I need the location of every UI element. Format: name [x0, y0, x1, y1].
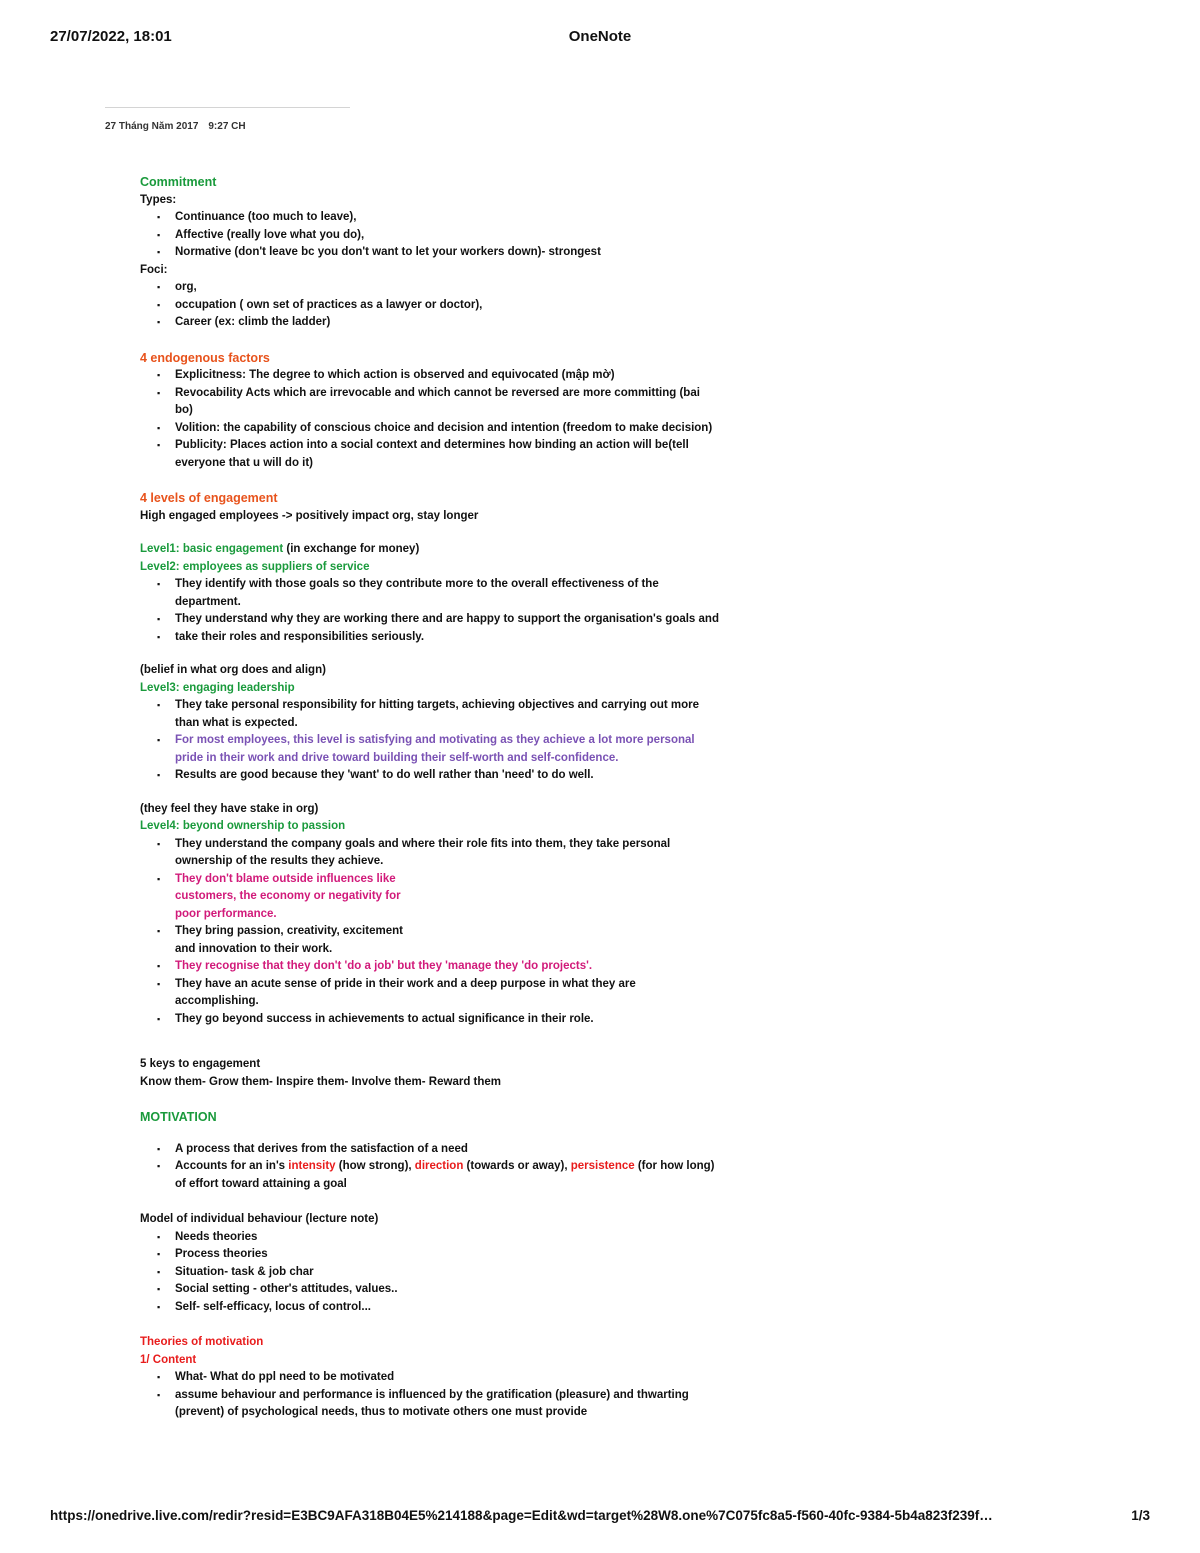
- theories-list: [140, 1369, 720, 1422]
- content-subtitle: 1/ Content: [140, 1353, 197, 1366]
- list-item: ▪ A process that derives from the satisfaction of a need: [175, 1141, 720, 1159]
- list-item: ▪ Accounts for an in's intensity (how strong), direction (towards or away), persistence (for how long) of effort toward attaining a goal: [175, 1158, 720, 1193]
- engagement-title: 4 levels of engagement: [140, 491, 278, 505]
- list-item: ▪ org,: [175, 279, 720, 297]
- level4-note: (they feel they have stake in org): [140, 802, 319, 815]
- types-list: [140, 209, 720, 262]
- intensity-term: intensity: [288, 1160, 336, 1172]
- foci-list: [140, 279, 720, 332]
- level2-title: Level2: employees as suppliers of service: [140, 560, 370, 573]
- list-item: ▪ assume behaviour and performance is influenced by the gratification (pleasure) and thwarting (prevent) of psychological needs, thus to motivate others one must provide: [175, 1387, 720, 1422]
- list-item: ▪ They understand the company goals and where their role fits into them, they take personal ownership of the results they achieve.: [175, 836, 720, 871]
- app-title: OneNote: [568, 28, 632, 45]
- direction-term: direction: [414, 1160, 464, 1172]
- note-timestamp: [105, 121, 246, 132]
- level1-note: (in exchange for money): [283, 543, 420, 555]
- list-item: ▪ Normative (don't leave bc you don't want to let your workers down)- strongest: [175, 244, 720, 262]
- list-item: ▪ Needs theories: [175, 1229, 720, 1247]
- list-item: ▪ Situation- task & job char: [175, 1264, 720, 1282]
- list-item: ▪ They don't blame outside influences like customers, the economy or negativity for poor performance.: [175, 871, 425, 924]
- list-item: ▪ Career (ex: climb the ladder): [175, 314, 720, 332]
- level3-list: [140, 697, 720, 785]
- model-list: [140, 1229, 720, 1317]
- print-datetime: 27/07/2022, 18:01: [50, 28, 172, 45]
- note-time: 9:27 CH: [208, 121, 246, 132]
- keys-title: 5 keys to engagement: [140, 1058, 261, 1070]
- page-number: 1/3: [1131, 1508, 1150, 1523]
- engagement-intro: High engaged employees -> positively impact org, stay longer: [140, 509, 479, 522]
- list-item: ▪ They understand why they are working there and are happy to support the organisation's goals and: [175, 611, 720, 629]
- list-item: ▪ Explicitness: The degree to which action is observed and equivocated (mập mờ): [175, 367, 720, 385]
- list-item: ▪ Results are good because they 'want' to do well rather than 'need' to do well.: [175, 767, 720, 785]
- motivation-list: [140, 1141, 720, 1194]
- level2-list: [140, 576, 720, 646]
- theories-title: Theories of motivation: [140, 1336, 264, 1348]
- list-item: ▪ Continuance (too much to leave),: [175, 209, 720, 227]
- list-item: ▪ For most employees, this level is satisfying and motivating as they achieve a lot more personal pride in their work and drive toward building their self-worth and self-confidence.: [175, 732, 720, 767]
- list-item: ▪ What- What do ppl need to be motivated: [175, 1369, 720, 1387]
- level3-title: Level3: engaging leadership: [140, 681, 295, 694]
- note-body: [140, 174, 720, 1422]
- keys-line: Know them- Grow them- Inspire them- Involve them- Reward them: [140, 1075, 502, 1088]
- types-label: Types:: [140, 193, 177, 206]
- foci-label: Foci:: [140, 263, 168, 276]
- level4-list: [140, 836, 720, 1029]
- endogenous-list: [140, 367, 720, 472]
- list-item: ▪ Revocability Acts which are irrevocable and which cannot be reversed are more committing (bai bo): [175, 385, 720, 420]
- list-item: ▪ Affective (really love what you do),: [175, 227, 720, 245]
- endogenous-title: 4 endogenous factors: [140, 350, 270, 365]
- list-item: ▪ Self- self-efficacy, locus of control...: [175, 1299, 720, 1317]
- list-item: ▪ Publicity: Places action into a social context and determines how binding an action will be(tell everyone that u will do it): [175, 437, 720, 472]
- list-item: ▪ take their roles and responsibilities seriously.: [175, 629, 720, 647]
- note-date: 27 Tháng Năm 2017: [105, 121, 199, 132]
- list-item: ▪ Social setting - other's attitudes, values..: [175, 1281, 720, 1299]
- level1-line: [140, 541, 720, 559]
- level1-title: Level1: basic engagement: [140, 543, 284, 555]
- list-item: ▪ Volition: the capability of conscious choice and decision and intention (freedom to make decision): [175, 420, 720, 438]
- commitment-title: Commitment: [140, 175, 217, 189]
- model-title: Model of individual behaviour (lecture note): [140, 1213, 379, 1225]
- list-item: ▪ They go beyond success in achievements to actual significance in their role.: [175, 1011, 720, 1029]
- list-item: ▪ They bring passion, creativity, excitement and innovation to their work.: [175, 923, 425, 958]
- level3-note: (belief in what org does and align): [140, 664, 326, 676]
- level4-title: Level4: beyond ownership to passion: [140, 820, 346, 832]
- list-item: ▪ occupation ( own set of practices as a lawyer or doctor),: [175, 297, 720, 315]
- header-rule: [105, 107, 350, 108]
- list-item: ▪ They identify with those goals so they contribute more to the overall effectiveness of the department.: [175, 576, 720, 611]
- source-url: https://onedrive.live.com/redir?resid=E3BC9AFA318B04E5%214188&page=Edit&wd=target%28W8.one%7C075fc8a5-f560-40fc-9384-5b4a823f239f…: [50, 1508, 993, 1523]
- list-item: ▪ They have an acute sense of pride in their work and a deep purpose in what they are accomplishing.: [175, 976, 720, 1011]
- list-item: ▪ They take personal responsibility for hitting targets, achieving objectives and carrying out more than what is expected.: [175, 697, 720, 732]
- list-item: ▪ Process theories: [175, 1246, 720, 1264]
- list-item: ▪ They recognise that they don't 'do a job' but they 'manage they 'do projects'.: [175, 958, 720, 976]
- persistence-term: persistence: [570, 1160, 635, 1172]
- motivation-title: MOTIVATION: [140, 1110, 217, 1124]
